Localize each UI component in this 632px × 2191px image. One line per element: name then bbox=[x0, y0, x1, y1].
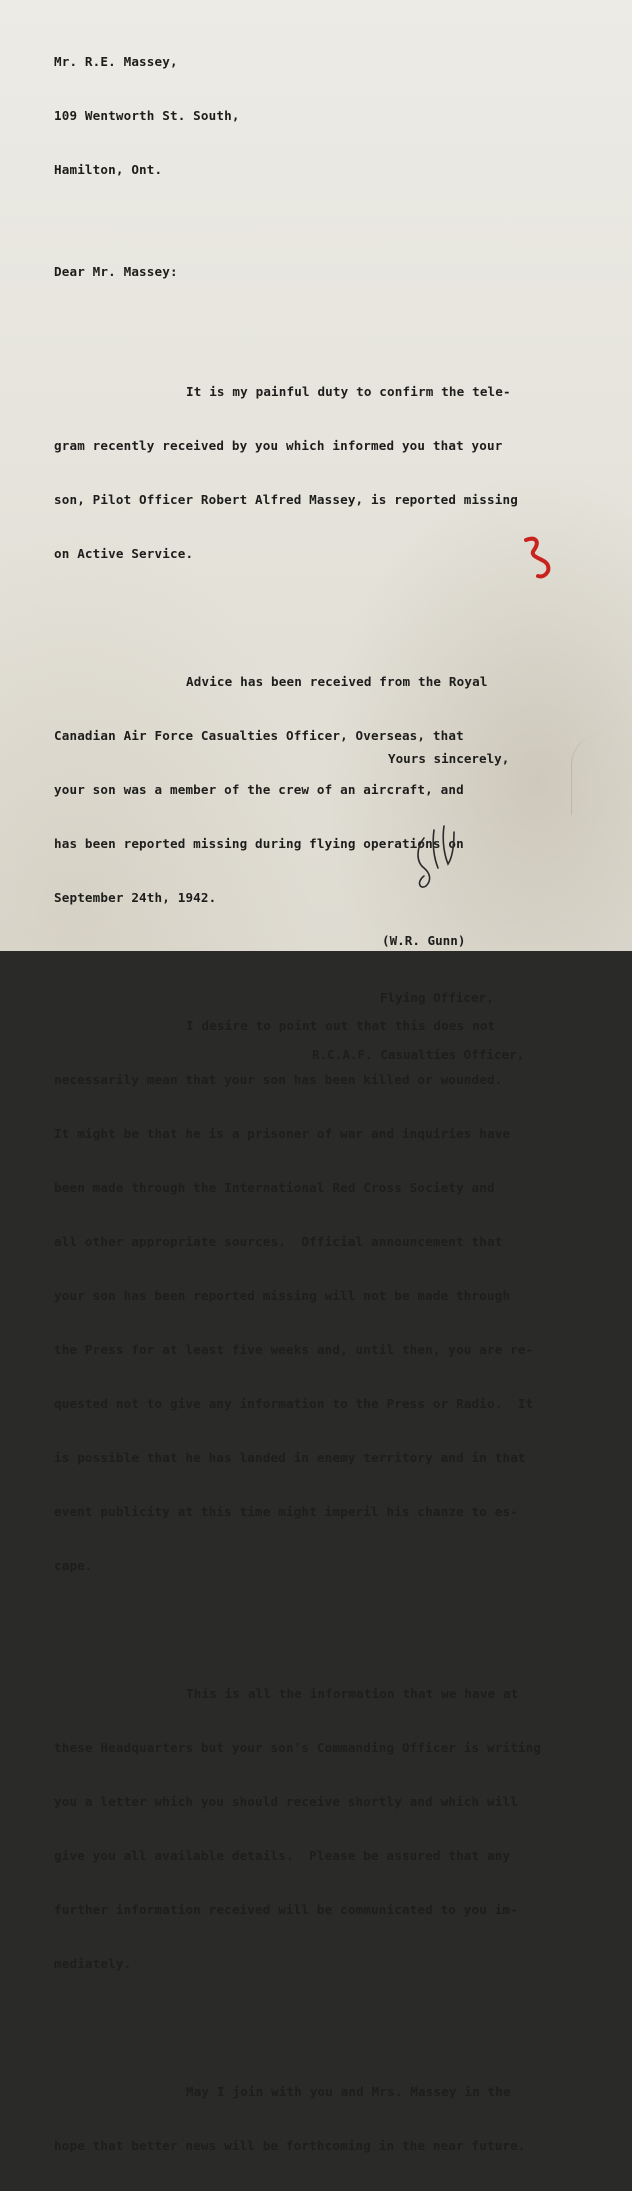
paragraph-1-line-4: on Active Service. bbox=[54, 546, 194, 561]
paragraph-3-line-9: is possible that he has landed in enemy territory and in that bbox=[54, 1450, 526, 1465]
paragraph-2-line-3: your son was a member of the crew of an aircraft, and bbox=[54, 782, 464, 797]
signer-title: R.C.A.F. Casualties Officer, bbox=[312, 1047, 525, 1062]
signer-rank: Flying Officer, bbox=[380, 990, 494, 1005]
paragraph-1-line-3: son, Pilot Officer Robert Alfred Massey, is reported missing bbox=[54, 492, 518, 507]
letter-body bbox=[54, 17, 614, 2191]
signer-name: (W.R. Gunn) bbox=[382, 933, 466, 948]
paragraph-1-line-1: It is my painful duty to confirm the tele- bbox=[186, 384, 511, 399]
paragraph-3-line-3: It might be that he is a prisoner of war and inquiries have bbox=[54, 1126, 511, 1141]
closing: Yours sincerely, bbox=[388, 751, 510, 766]
paragraph-2-line-1: Advice has been received from the Royal bbox=[186, 674, 488, 689]
paragraph-4-line-3: you a letter which you should receive shortly and which will bbox=[54, 1794, 518, 1809]
paragraph-3-line-5: all other appropriate sources. Official announcement that bbox=[54, 1234, 503, 1249]
paragraph-3-line-10: event publicity at this time might imperil his chanze to es- bbox=[54, 1504, 518, 1519]
paragraph-3-line-4: been made through the International Red Cross Society and bbox=[54, 1180, 495, 1195]
paragraph-3-line-8: quested not to give any information to the Press or Radio. It bbox=[54, 1396, 534, 1411]
paragraph-1-line-2: gram recently received by you which informed you that your bbox=[54, 438, 503, 453]
paragraph-4-line-4: give you all available details. Please be assured that any bbox=[54, 1848, 511, 1863]
paragraph-3-line-6: your son has been reported missing will not be made through bbox=[54, 1288, 511, 1303]
paragraph-3-line-2: necessarily mean that your son has been killed or wounded. bbox=[54, 1072, 503, 1087]
salutation: Dear Mr. Massey: bbox=[54, 264, 178, 279]
paragraph-3-line-11: cape. bbox=[54, 1558, 93, 1573]
paragraph-2-line-5: September 24th, 1942. bbox=[54, 890, 217, 905]
paragraph-2-line-2: Canadian Air Force Casualties Officer, Overseas, that bbox=[54, 728, 464, 743]
recipient-city: Hamilton, Ont. bbox=[54, 162, 163, 177]
signature-block bbox=[312, 893, 524, 1102]
paragraph-4-line-1: This is all the information that we have at bbox=[186, 1686, 519, 1701]
paragraph-4-line-2: these Headquarters but your son's Commanding Officer is writing bbox=[54, 1740, 542, 1755]
paragraph-5-line-1: May I join with you and Mrs. Massey in the bbox=[186, 2084, 511, 2099]
red-check-mark bbox=[520, 532, 560, 582]
paragraph-4-line-6: mediately. bbox=[54, 1956, 132, 1971]
paragraph-3-line-1: I desire to point out that this does not bbox=[186, 1018, 496, 1033]
paragraph-5-line-2: hope that better news will be forthcoming in the near future. bbox=[54, 2138, 526, 2153]
handwritten-signature bbox=[410, 818, 470, 888]
paragraph-4-line-5: further information received will be communicated to you im- bbox=[54, 1902, 518, 1917]
paragraph-3-line-7: the Press for at least five weeks and, until then, you are re- bbox=[54, 1342, 534, 1357]
recipient-street: 109 Wentworth St. South, bbox=[54, 108, 240, 123]
recipient-name: Mr. R.E. Massey, bbox=[54, 54, 178, 69]
paragraph-2-line-4: has been reported missing during flying operations on bbox=[54, 836, 464, 851]
